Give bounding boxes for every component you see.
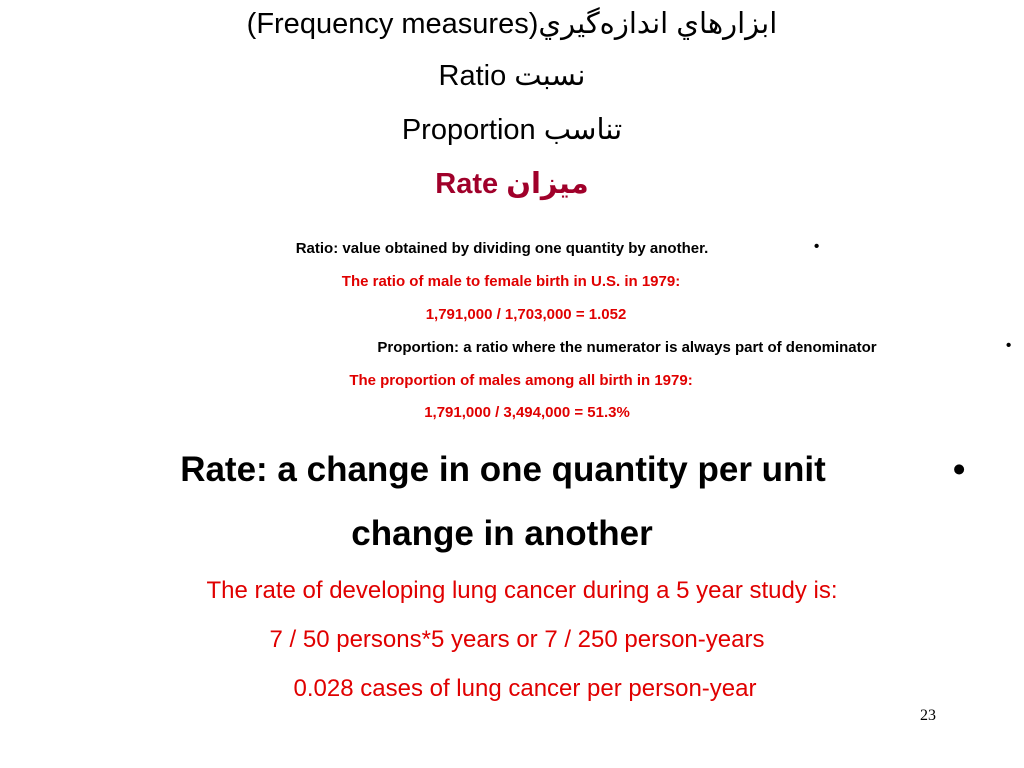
ratio-definition: Ratio: value obtained by dividing one quantity by another. [295, 240, 709, 257]
rate-calculation: 7 / 50 persons*5 years or 7 / 250 person-years [269, 626, 765, 653]
slide-title-line-3: Proportion تناسب [401, 114, 623, 146]
proportion-calculation: 1,791,000 / 3,494,000 = 51.3% [424, 404, 630, 421]
slide-title-line-1: (Frequency measures)ابزارهاي اندازه‌گيري [246, 8, 778, 40]
ratio-bullet: • [814, 238, 820, 255]
proportion-example: The proportion of males among all birth in 1979: [349, 372, 693, 389]
slide-title-line-4: Rate ميزان [435, 168, 589, 200]
proportion-bullet: • [1006, 337, 1012, 354]
slide-title-line-2: Ratio نسبت [438, 60, 586, 92]
ratio-calculation: 1,791,000 / 1,703,000 = 1.052 [425, 306, 627, 323]
slide-page-number: 23 [920, 707, 936, 724]
rate-definition-line-2: change in another [351, 514, 653, 553]
rate-bullet: • [953, 450, 966, 489]
rate-example: The rate of developing lung cancer during a 5 year study is: [206, 577, 838, 604]
rate-result: 0.028 cases of lung cancer per person-year [293, 675, 757, 702]
proportion-definition: Proportion: a ratio where the numerator is always part of denominator [377, 339, 877, 356]
ratio-example: The ratio of male to female birth in U.S. in 1979: [341, 273, 681, 290]
rate-definition-line-1: Rate: a change in one quantity per unit [180, 450, 826, 489]
